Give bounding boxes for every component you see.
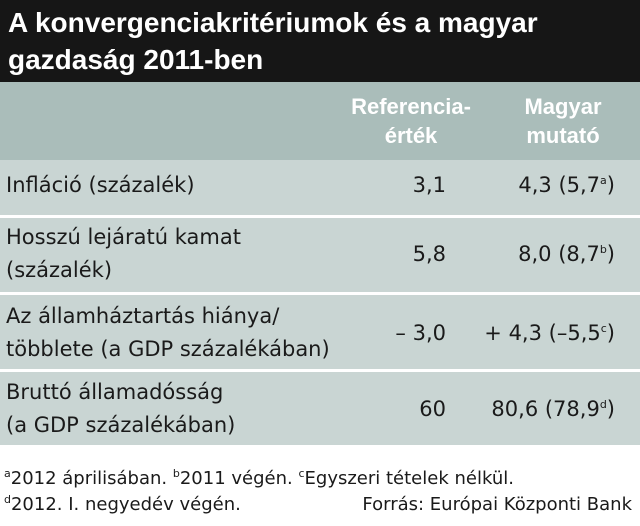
row-label: Bruttó államadósság (a GDP százalékában) — [6, 380, 236, 437]
footnote-mark: b — [599, 243, 607, 256]
table-row — [0, 295, 640, 369]
table-row — [0, 218, 640, 292]
footnote-b: 2011 végén. — [179, 468, 299, 489]
row-reference-value: 3,1 — [412, 173, 446, 197]
row-label: Hosszú lejáratú kamat (százalék) — [6, 225, 241, 282]
header-reference-line-2: érték — [384, 123, 438, 148]
footnote-mark: c — [600, 322, 607, 335]
footnote-mark: d — [599, 398, 607, 411]
footnote-mark: c — [298, 467, 305, 480]
header-reference-value — [336, 92, 486, 150]
row-hungarian-value — [440, 169, 615, 202]
title-line-2: gazdaság 2011-ben — [8, 44, 264, 75]
row-label: Az államháztartás hiánya/ többlete (a GDP százalékában) — [6, 304, 330, 361]
row-hungarian-value — [440, 317, 615, 350]
value-text: + 4,3 (–5,5 — [484, 321, 601, 345]
footnotes — [0, 447, 640, 526]
row-hungarian-value — [440, 238, 615, 271]
table-header — [0, 82, 640, 160]
table-row — [0, 372, 640, 445]
value-text: 80,6 (78,9 — [491, 397, 600, 421]
title-line-1: A konvergenciakritériumok és a magyar — [8, 7, 538, 38]
footnote-mark: a — [4, 467, 11, 480]
footnote-line-1 — [4, 466, 514, 491]
row-label: Infláció (százalék) — [6, 173, 195, 197]
value-close: ) — [606, 397, 615, 421]
header-hungarian-line-1: Magyar — [524, 94, 602, 119]
table-row — [0, 160, 640, 215]
value-close: ) — [606, 242, 615, 266]
value-text: 4,3 (5,7 — [518, 173, 601, 197]
value-text: 8,0 (8,7 — [518, 242, 600, 266]
data-table — [0, 82, 640, 445]
header-hungarian-indicator — [488, 92, 638, 150]
header-reference-line-1: Referencia- — [351, 94, 471, 119]
source-credit: Forrás: Európai Központi Bank — [362, 494, 632, 515]
footnote-mark: d — [4, 493, 11, 506]
row-reference-value: 60 — [419, 397, 446, 421]
footnote-d: 2012. I. negyedév végén. — [10, 494, 241, 515]
footnote-line-2 — [4, 492, 241, 517]
value-close: ) — [606, 321, 615, 345]
row-reference-value: 5,8 — [412, 242, 446, 266]
header-hungarian-line-2: mutató — [526, 123, 600, 148]
value-close: ) — [606, 173, 615, 197]
footnote-mark: a — [600, 174, 607, 187]
footnote-a: 2012 áprilisában. — [10, 468, 173, 489]
page-title — [0, 0, 640, 82]
footnote-c: Egyszeri tételek nélkül. — [304, 468, 514, 489]
row-hungarian-value — [440, 393, 615, 426]
row-reference-value: – 3,0 — [395, 321, 446, 345]
footnote-mark: b — [172, 467, 180, 480]
